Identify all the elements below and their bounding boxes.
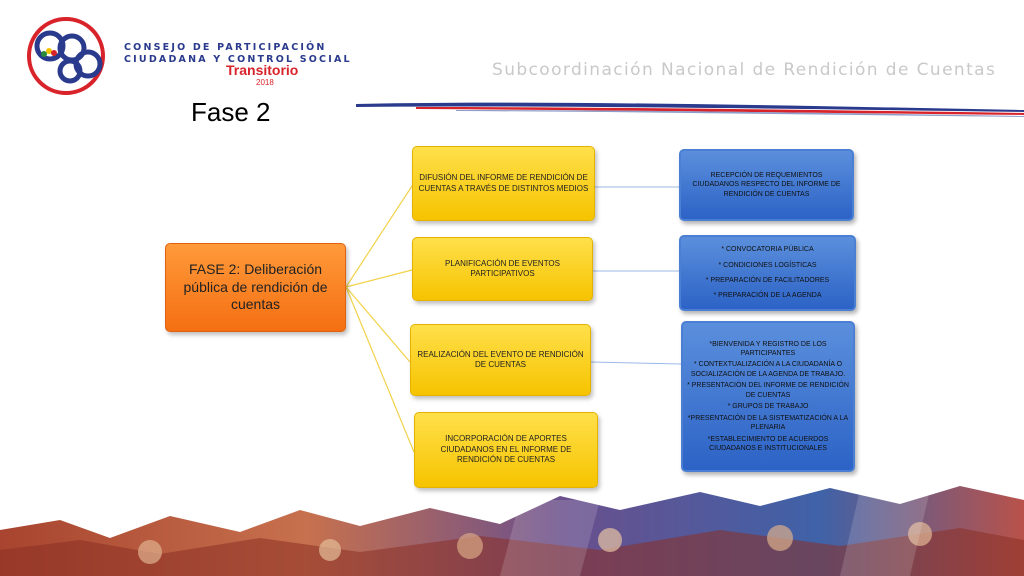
footer-photo-strip [0, 480, 1024, 576]
detail-item: * CONVOCATORIA PÚBLICA [721, 246, 814, 254]
connector-main-step3 [346, 287, 410, 362]
logo-transitorio: Transitorio [226, 62, 299, 78]
step-box-planificacion [412, 237, 593, 301]
detail-item: * CONTEXTUALIZACIÓN A LA CIUDADANÍA O SOCIALIZACIÓN DE LA AGENDA DE TRABAJO. [690, 361, 846, 378]
detail-item: *ESTABLECIMIENTO DE ACUERDOS CIUDADANOS E INSTITUCIONALES [707, 435, 829, 452]
step-box-incorporacion [414, 412, 598, 488]
page-title: Fase 2 [191, 97, 271, 127]
detail-box-planificacion [679, 235, 856, 311]
detail-item: *PRESENTACIÓN DE LA SISTEMATIZACIÓN A LA PLENARIA [687, 414, 849, 432]
header-subtitle: Subcoordinación Nacional de Rendición de Cuentas [492, 60, 997, 80]
detail-item: *BIENVENIDA Y REGISTRO DE LOS PARTICIPANTES [709, 340, 827, 358]
detail-item: * GRUPOS DE TRABAJO [727, 403, 809, 411]
detail-box-evento [681, 321, 855, 472]
step-label: DIFUSIÓN DEL INFORME DE RENDICIÓN DE CUENTAS A TRAVÉS DE DISTINTOS MEDIOS [418, 173, 589, 193]
logo-line-1: CONSEJO DE PARTICIPACIÓN [124, 42, 327, 53]
detail-item: * CONDICIONES LOGÍSTICAS [718, 261, 817, 269]
detail-item: * PREPARACIÓN DE LA AGENDA [713, 292, 822, 300]
detail-item: * PRESENTACIÓN DEL INFORME DE RENDICIÓN DE CUENTAS [687, 382, 849, 399]
phase-main-label: FASE 2: Deliberación pública de rendición de cuentas [183, 261, 328, 313]
logo-year: 2018 [256, 78, 274, 87]
detail-box-recepcion [679, 149, 854, 221]
connector-step3-detail3 [591, 362, 681, 364]
step-label: PLANIFICACIÓN DE EVENTOS PARTICIPATIVOS [445, 258, 560, 278]
connector-main-step4 [346, 287, 414, 452]
step-label: REALIZACIÓN DEL EVENTO DE RENDICIÓN DE CUENTAS [417, 349, 584, 369]
phase-main-box [165, 243, 346, 332]
detail-label: RECEPCIÓN DE REQUEMIENTOS CIUDADANOS RESPECTO DEL INFORME DE RENDICIÓN DE CUENTAS [692, 171, 841, 198]
step-label: INCORPORACIÓN DE APORTES CIUDADANOS EN EL INFORME DE RENDICIÓN DE CUENTAS [440, 434, 572, 465]
step-box-difusion [412, 146, 595, 221]
step-box-realizacion [410, 324, 591, 396]
detail-item: * PREPARACIÓN DE FACILITADORES [705, 277, 830, 284]
connector-main-step1 [346, 186, 412, 287]
logo-line-2: CIUDADANA Y CONTROL SOCIAL [124, 54, 352, 65]
